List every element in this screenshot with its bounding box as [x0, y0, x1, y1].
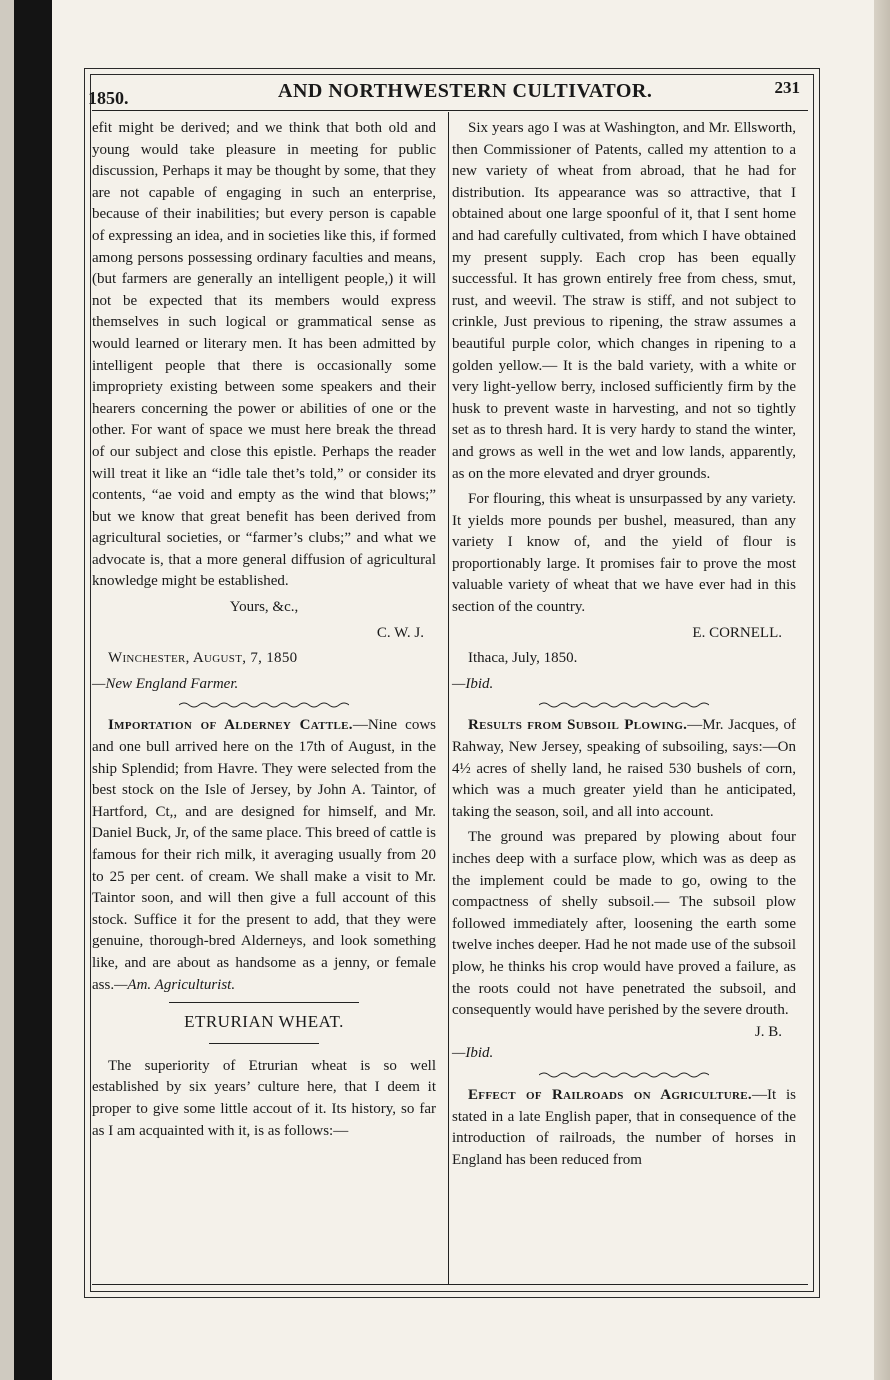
wheat-source: —Ibid.	[452, 675, 494, 692]
separator-squiggle	[179, 701, 349, 709]
subsoil-body: The ground was prepared by plowing about four inches deep with a surface plow, which was as deep as the implement could be made to go, owing to the compactness of shelly subsoil.— The subsoil plow followed immediately after, loosening the earth some twelve inches deeper. Had he not made use of the subsoil plow, he thinks his crop would have proved a failure, as the roots could not have penetrated the subsoil, and consequently would have perished by the severe drouth.	[452, 829, 796, 1019]
letter-dateline: Winchester, August, 7, 1850	[108, 650, 298, 667]
page-number: 231	[774, 78, 800, 97]
railroad-article	[452, 1085, 796, 1171]
page-edge-left	[0, 0, 14, 1380]
subsoil-text: —Mr. Jacques, of Rahway, New Jersey, speaking of subsoiling, says:—On 4½ acres of shelly land, he raised 530 bushels of corn, which was a much greater yield than he anticipated, taking the season, soil, and all into account.	[452, 717, 796, 820]
wheat-intro: The superiority of Etrurian wheat is so well established by six years’ culture here, that I deem it proper to give some little accout of it. Its history, so far as I am acquainted with it, is as follows:—	[92, 1057, 436, 1139]
running-header	[88, 76, 800, 110]
article-rule	[169, 1002, 359, 1003]
subsoil-title: Results from Subsoil Plowing.	[468, 717, 688, 734]
subsoil-article	[452, 715, 796, 823]
alderney-article	[92, 715, 436, 996]
wheat-paragraph-1: Six years ago I was at Washington, and Mr. Ellsworth, then Commissioner of Patents, called my attention to a new variety of wheat from abroad, that he had for distribution. Its appearance was so attractive, that I obtained about one large spoonful of it, that I sent home and had carefully cultivated, from which I have obtained my present supply. Each crop has been equally successful. It has grown entirely free from chess, smut, rust, and weevil. The straw is stiff, and not subject to crinkle, Just previous to ripening, the straw assumes a beautiful purple color, which changes in ripening to a golden yellow.— It is the bald variety, with a white or very light-yellow berry, inclosed sufficiently firm by the husk to prevent waste in harvesting, and not so tightly set as to thresh hard. It is very hardy to stand the winter, and grows as well in the wet and low lands, apparently, as on the more elevated and dryer grounds.	[452, 120, 796, 482]
letter-closing: Yours, &c.,	[229, 599, 299, 616]
separator-squiggle	[539, 701, 709, 709]
wheat-dateline: Ithaca, July, 1850.	[468, 650, 578, 667]
letter-source: —New England Farmer.	[92, 675, 239, 692]
letter-signature: C. W. J.	[376, 624, 424, 641]
book-binding	[14, 0, 52, 1380]
column-divider	[448, 112, 449, 1284]
bottom-rule	[92, 1284, 808, 1285]
right-column	[452, 118, 796, 1175]
header-rule	[92, 110, 808, 111]
subsoil-paragraph-2	[452, 827, 796, 1040]
railroad-text: —It is stated in a late English paper, that in consequence of the introduction of railroads, the number of horses in England has been reduced from	[452, 1086, 796, 1168]
railroad-title: Effect of Railroads on Agriculture.	[468, 1086, 752, 1103]
heading-rule	[209, 1043, 319, 1044]
subsoil-source: —Ibid.	[452, 1045, 494, 1062]
letter-paragraph: efit might be derived; and we think that both old and young would take pleasure in meeting for public discussion, Perhaps it may be thought by some, that they are not capable of engaging in such an enterprise, because of their inabilities; but every person is capable of expressing an idea, and in societies like this, if formed among persons possessing ordinary faculties and means, (but farmers are generally an intelligent people,) it will not be expected that its members would express themselves in such logical or grammatical sense as would learned or literary men. It has been admitted by intelligent people that there is occasionally some impropriety existing between some speakers and their hearers concerning the power or abilities of one or the other. For want of space we must here break the thread of our subject and close this epistle. Perhaps the reader will treat it like an “idle tale thet’s told,” or consider its contents, “ae void and empty as the wind that blows;” but we know that great benefit has been derived from agricultural societies, or “farmer’s clubs;” and what we advocate is, that a more general diffusion of agricultural knowledge might be established.	[92, 120, 436, 590]
left-column	[92, 118, 436, 1146]
separator-squiggle	[539, 1071, 709, 1079]
page-edge-right	[874, 0, 890, 1380]
alderney-source: —Am. Agriculturist.	[114, 976, 236, 993]
alderney-text: —Nine cows and one bull arrived here on the 17th of August, in the ship Splendid; from Havre. They were selected from the best stock on the Isle of Jersey, by John A. Taintor, of Hartford, Ct,, and are designed for himself, and Mr. Daniel Buck, Jr, of the same place. This breed of cattle is famous for their rich milk, it averaging usually from 20 to 25 per cent. of cream. We shall make a visit to Mr. Taintor soon, and will then give a full account of this stock. Suffice it for the present to add, that they were genuine, thorough-bred Alderneys, and look something like, and are about as handsome as a jenny, or female ass.	[92, 717, 436, 993]
header-title: AND NORTHWESTERN CULTIVATOR.	[278, 80, 653, 102]
wheat-heading: ETRURIAN WHEAT.	[184, 1012, 344, 1032]
wheat-signature: E. CORNELL.	[692, 624, 782, 641]
subsoil-signature: J. B.	[754, 1023, 782, 1040]
alderney-title: Importation of Alderney Cattle.	[108, 717, 353, 734]
header-year: 1850.	[88, 88, 129, 108]
wheat-paragraph-2: For flouring, this wheat is unsurpassed by any variety. It yields more pounds per bushel, measured, than any variety I know of, and the yield of flour is proportionably large. It promises fair to prove the most valuable variety of wheat that we have ever had in this section of the country.	[452, 491, 796, 616]
